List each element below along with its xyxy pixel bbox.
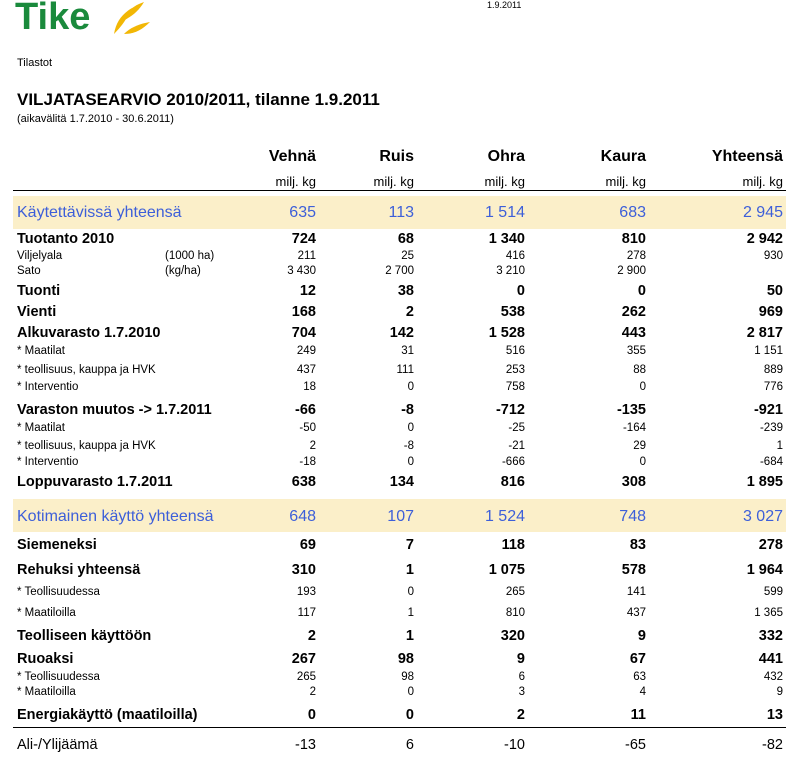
column-unit: milj. kg [373, 174, 414, 189]
table-cell: -18 [299, 456, 316, 468]
table-cell: 211 [297, 250, 316, 262]
table-cell: 3 [518, 686, 525, 698]
row-label: * Maatiloilla [17, 686, 76, 698]
table-cell: 320 [500, 628, 525, 644]
table-cell: 310 [291, 562, 316, 578]
table-cell: -82 [762, 737, 783, 753]
table-cell: 0 [407, 456, 414, 468]
logo-wordmark: Tike [15, 0, 91, 38]
table-cell: 416 [505, 250, 525, 262]
table-cell: 69 [299, 537, 316, 553]
table-cell: 0 [407, 381, 414, 393]
table-cell: -135 [616, 402, 646, 418]
table-cell: 141 [626, 586, 646, 598]
table-cell: -8 [403, 440, 414, 452]
table-cell: 278 [626, 250, 646, 262]
table-cell: 4 [639, 686, 646, 698]
table-cell: 88 [633, 364, 646, 376]
table-cell: 118 [501, 537, 525, 553]
table-cell: 2 [309, 440, 316, 452]
row-label: Kotimainen käyttö yhteensä [17, 508, 214, 525]
table-cell: 1 151 [754, 345, 783, 357]
table-cell: 1 [407, 607, 414, 619]
footer-divider [13, 727, 786, 728]
row-label: Tuotanto 2010 [17, 231, 115, 247]
table-cell: -50 [299, 422, 316, 434]
table-cell: 2 [516, 707, 525, 723]
table-cell: 441 [758, 651, 783, 667]
table-cell: 0 [405, 707, 414, 723]
table-cell: 0 [639, 456, 646, 468]
table-cell: 0 [639, 381, 646, 393]
table-cell: 1 340 [488, 231, 525, 247]
table-cell: 142 [389, 325, 414, 341]
table-cell: 262 [621, 304, 646, 320]
column-unit: milj. kg [605, 174, 646, 189]
table-cell: 83 [629, 537, 646, 553]
table-cell: 11 [630, 707, 646, 723]
table-cell: 1 365 [754, 607, 783, 619]
table-cell: 2 945 [742, 204, 783, 221]
row-label: * teollisuus, kauppa ja HVK [17, 364, 156, 376]
page-title: VILJATASEARVIO 2010/2011, tilanne 1.9.2011 [17, 90, 380, 109]
table-cell: 253 [505, 364, 525, 376]
row-label: Ruoaksi [17, 651, 74, 667]
column-header-ohra: Ohra [487, 148, 525, 165]
table-cell: 538 [500, 304, 525, 320]
table-cell: 249 [296, 345, 316, 357]
table-cell: 0 [307, 707, 316, 723]
table-cell: 0 [637, 283, 646, 299]
table-cell: -8 [401, 402, 414, 418]
table-cell: 38 [397, 283, 414, 299]
table-cell: 648 [289, 508, 316, 525]
header-divider [13, 190, 786, 191]
row-label: * Maatilat [17, 422, 65, 434]
table-cell: 2 700 [385, 265, 414, 277]
table-cell: 1 [405, 628, 414, 644]
row-label: Alkuvarasto 1.7.2010 [17, 325, 161, 341]
row-unit: (kg/ha) [165, 265, 201, 277]
table-cell: 437 [626, 607, 646, 619]
table-cell: 1 895 [746, 474, 783, 490]
table-cell: -25 [508, 422, 525, 434]
table-cell: 308 [621, 474, 646, 490]
table-cell: 748 [619, 508, 646, 525]
table-cell: 193 [296, 586, 316, 598]
table-cell: 113 [388, 204, 414, 221]
table-cell: 332 [758, 628, 783, 644]
table-cell: 724 [291, 231, 316, 247]
row-label: Varaston muutos -> 1.7.2011 [17, 402, 212, 418]
table-cell: 3 210 [496, 265, 525, 277]
column-unit: milj. kg [275, 174, 316, 189]
table-cell: 1 524 [484, 508, 525, 525]
table-cell: -164 [622, 422, 646, 434]
table-cell: 516 [505, 345, 525, 357]
table-cell: 18 [303, 381, 316, 393]
row-label: Käytettävissä yhteensä [17, 204, 182, 221]
table-cell: -239 [759, 422, 783, 434]
table-cell: 437 [296, 364, 316, 376]
table-cell: 0 [407, 686, 414, 698]
table-cell: 2 [307, 628, 316, 644]
table-cell: 9 [516, 651, 525, 667]
column-header-yhteensa: Yhteensä [711, 148, 783, 165]
row-label: Ali-/Ylijäämä [17, 737, 98, 753]
table-cell: 776 [763, 381, 783, 393]
table-cell: 63 [633, 671, 646, 683]
table-cell: 969 [758, 304, 783, 320]
table-cell: 635 [289, 204, 316, 221]
table-cell: 67 [629, 651, 646, 667]
table-cell: 810 [505, 607, 525, 619]
table-cell: 98 [397, 651, 414, 667]
column-header-ruis: Ruis [379, 148, 414, 165]
table-cell: 2 817 [746, 325, 783, 341]
table-cell: 889 [763, 364, 783, 376]
table-cell: -13 [295, 737, 316, 753]
row-label: Teolliseen käyttöön [17, 628, 152, 644]
row-label: Tuonti [17, 283, 61, 299]
column-unit: milj. kg [742, 174, 783, 189]
table-cell: 1 964 [746, 562, 783, 578]
table-cell: 1 514 [484, 204, 525, 221]
table-cell: 6 [518, 671, 525, 683]
table-cell: 7 [405, 537, 414, 553]
table-cell: 443 [621, 325, 646, 341]
table-cell: 599 [763, 586, 783, 598]
row-label: * Teollisuudessa [17, 671, 100, 683]
table-cell: 355 [626, 345, 646, 357]
table-cell: 810 [621, 231, 646, 247]
table-cell: 816 [500, 474, 525, 490]
table-cell: 134 [389, 474, 414, 490]
row-label: Rehuksi yhteensä [17, 562, 141, 578]
table-cell: -712 [495, 402, 525, 418]
row-label: Viljelyala [17, 250, 63, 262]
table-cell: 265 [296, 671, 316, 683]
row-label: * Maatilat [17, 345, 65, 357]
table-cell: 0 [407, 586, 414, 598]
table-cell: 98 [401, 671, 414, 683]
table-cell: 930 [763, 250, 783, 262]
row-label: * Interventio [17, 381, 79, 393]
table-cell: 3 430 [287, 265, 316, 277]
table-cell: 107 [387, 508, 414, 525]
table-cell: 278 [758, 537, 783, 553]
row-label: * teollisuus, kauppa ja HVK [17, 440, 156, 452]
table-cell: 6 [405, 737, 414, 753]
table-cell: 9 [637, 628, 646, 644]
table-cell: 111 [396, 364, 414, 376]
column-unit: milj. kg [484, 174, 525, 189]
table-cell: 2 900 [617, 265, 646, 277]
page-subtitle: (aikavälitä 1.7.2010 - 30.6.2011) [17, 113, 174, 125]
table-cell: 0 [407, 422, 414, 434]
table-cell: 2 [405, 304, 414, 320]
table-cell: -10 [504, 737, 525, 753]
table-cell: 1 [405, 562, 414, 578]
row-label: Siemeneksi [17, 537, 97, 553]
table-cell: 31 [401, 345, 414, 357]
column-header-vehna: Vehnä [268, 148, 316, 165]
category-label: Tilastot [17, 57, 53, 69]
row-label: * Teollisuudessa [17, 586, 100, 598]
table-cell: 12 [299, 283, 316, 299]
row-unit: (1000 ha) [165, 250, 215, 262]
table-cell: 578 [621, 562, 646, 578]
table-cell: -21 [508, 440, 525, 452]
table-cell: 68 [397, 231, 414, 247]
table-cell: -921 [753, 402, 783, 418]
table-cell: 1 075 [488, 562, 525, 578]
table-cell: -666 [501, 456, 525, 468]
table-cell: 25 [401, 250, 414, 262]
row-label: * Maatiloilla [17, 607, 76, 619]
table-cell: 9 [776, 686, 783, 698]
table-cell: -684 [759, 456, 783, 468]
row-label: Energiakäyttö (maatiloilla) [17, 707, 198, 723]
table-cell: 432 [763, 671, 783, 683]
table-cell: 3 027 [742, 508, 783, 525]
row-label: * Interventio [17, 456, 79, 468]
table-cell: 50 [766, 283, 783, 299]
row-label: Sato [17, 265, 41, 277]
table-cell: 2 [309, 686, 316, 698]
table-cell: 638 [291, 474, 316, 490]
table-cell: 267 [291, 651, 316, 667]
row-label: Loppuvarasto 1.7.2011 [17, 474, 173, 490]
table-cell: 704 [291, 325, 316, 341]
table-cell: -66 [295, 402, 316, 418]
table-cell: 2 942 [746, 231, 783, 247]
table-cell: 13 [766, 707, 783, 723]
table-cell: -65 [625, 737, 646, 753]
table-cell: 758 [505, 381, 525, 393]
table-cell: 1 [776, 440, 783, 452]
table-cell: 265 [505, 586, 525, 598]
table-cell: 117 [297, 607, 316, 619]
table-cell: 0 [516, 283, 525, 299]
table-cell: 1 528 [488, 325, 525, 341]
wheat-icon [106, 0, 152, 36]
tike-logo [15, 0, 155, 40]
column-header-kaura: Kaura [600, 148, 646, 165]
report-date: 1.9.2011 [487, 0, 522, 10]
table-cell: 29 [633, 440, 646, 452]
table-cell: 168 [291, 304, 316, 320]
row-label: Vienti [17, 304, 57, 320]
table-cell: 683 [619, 204, 646, 221]
